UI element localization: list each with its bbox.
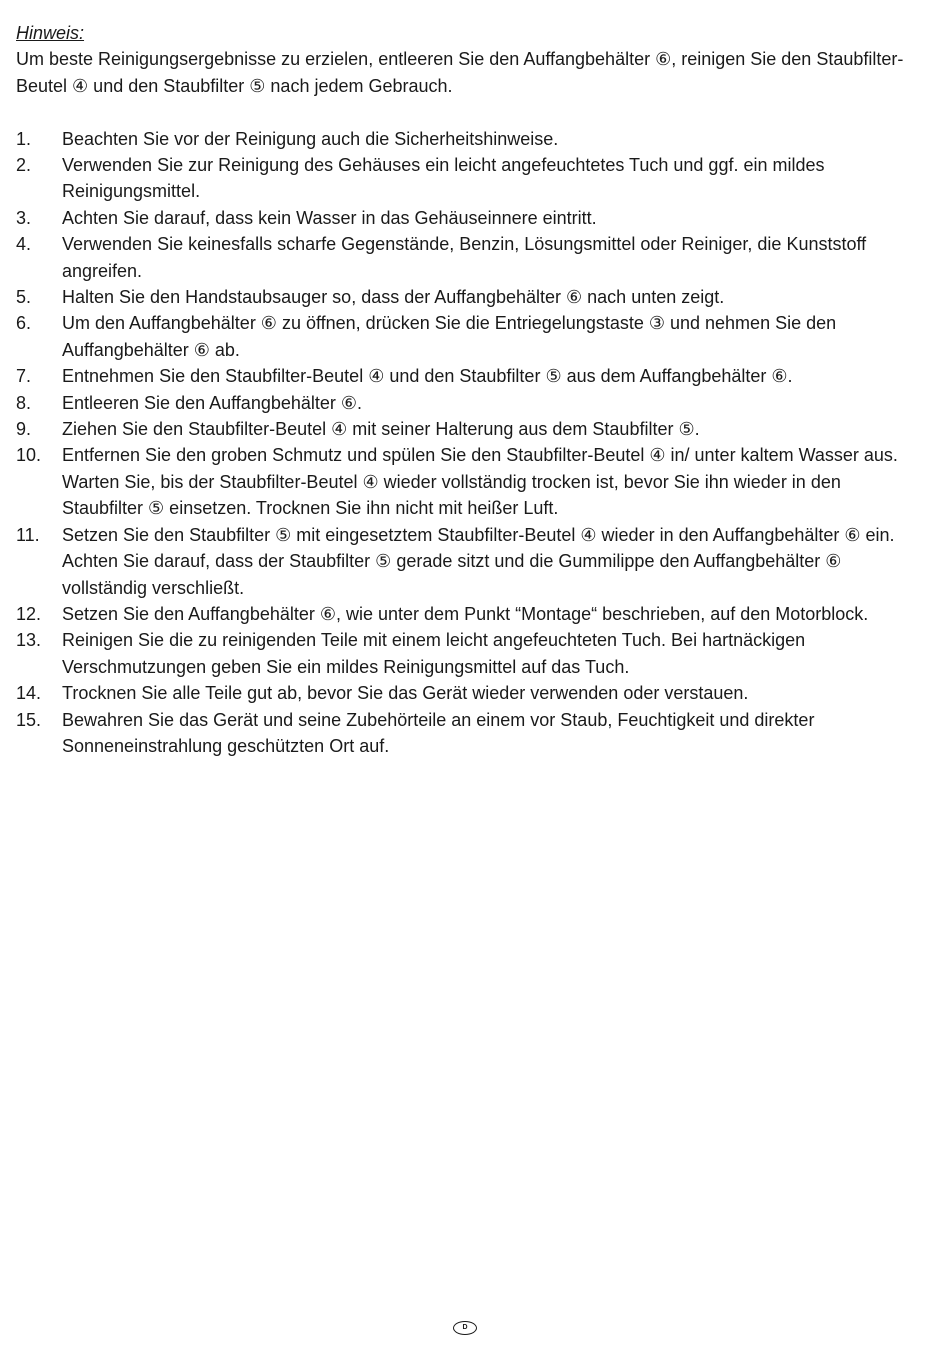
step-text: Verwenden Sie keinesfalls scharfe Gegenstände, Benzin, Lösungsmittel oder Reiniger, die Kunststoff angreifen. [62,234,867,281]
list-item [16,310,921,363]
note-text: Um beste Reinigungsergebnisse zu erzielen, entleeren Sie den Auffangbehälter ⑥, reinigen Sie den Staubfilter-Beutel ④ und den Staubfilter ⑤ nach jedem Gebrauch. [16,49,904,96]
note-heading: Hinweis: [16,23,85,43]
step-number: 11. [16,524,40,545]
list-item [16,601,921,627]
step-number: 15. [16,709,42,730]
step-text: Setzen Sie den Auffangbehälter ⑥, wie unter dem Punkt “Montage“ beschrieben, auf den Motorblock. [62,603,869,624]
step-text: Halten Sie den Handstaubsauger so, dass der Auffangbehälter ⑥ nach unten zeigt. [62,287,725,308]
step-text: Setzen Sie den Staubfilter ⑤ mit eingesetztem Staubfilter-Beutel ④ wieder in den Auffangbehälter ⑥ ein. Achten Sie darauf, dass der Staubfilter ⑤ gerade sitzt und die Gummilippe den Auffangbehälter ⑥ vollständig verschließt. [62,524,895,598]
list-item [16,363,921,389]
step-text: Entleeren Sie den Auffangbehälter ⑥. [62,392,363,413]
step-number: 2. [16,155,32,176]
step-number: 6. [16,313,32,334]
step-number: 4. [16,234,32,255]
step-text: Um den Auffangbehälter ⑥ zu öffnen, drücken Sie die Entriegelungstaste ③ und nehmen Sie den Auffangbehälter ⑥ ab. [62,313,837,360]
list-item [16,126,921,152]
list-item [16,152,921,205]
step-number: 1. [16,128,32,149]
step-text: Entfernen Sie den groben Schmutz und spülen Sie den Staubfilter-Beutel ④ in/ unter kaltem Wasser aus. Warten Sie, bis der Staubfilter-Beutel ④ wieder vollständig trocken ist, bevor Sie ihn wieder in den Staubfilter ⑤ einsetzen. Trocknen Sie ihn nicht mit heißer Luft. [62,445,898,519]
cleaning-steps-list [16,126,921,760]
list-item [16,416,921,442]
list-item [16,231,921,284]
list-item [16,627,921,680]
list-item [16,442,921,521]
step-number: 13. [16,630,42,651]
step-number: 5. [16,287,32,308]
list-item [16,522,921,601]
step-text: Achten Sie darauf, dass kein Wasser in das Gehäuseinnere eintritt. [62,207,597,228]
step-number: 3. [16,207,32,228]
step-number: 10. [16,445,42,466]
step-number: 8. [16,392,32,413]
step-number: 14. [16,683,42,704]
list-item [16,205,921,231]
step-text: Verwenden Sie zur Reinigung des Gehäuses ein leicht angefeuchtetes Tuch und ggf. ein mildes Reinigungsmittel. [62,155,825,202]
step-text: Bewahren Sie das Gerät und seine Zubehörteile an einem vor Staub, Feuchtigkeit und direkter Sonneneinstrahlung geschützten Ort auf. [62,709,815,756]
list-item [16,390,921,416]
step-text: Ziehen Sie den Staubfilter-Beutel ④ mit seiner Halterung aus dem Staubfilter ⑤. [62,419,700,440]
step-text: Beachten Sie vor der Reinigung auch die Sicherheitshinweise. [62,128,559,149]
list-item [16,680,921,706]
step-number: 9. [16,419,32,440]
document-page [16,20,921,759]
country-code-badge: D [453,1321,477,1335]
list-item [16,707,921,760]
step-text: Entnehmen Sie den Staubfilter-Beutel ④ und den Staubfilter ⑤ aus dem Auffangbehälter ⑥. [62,366,793,387]
step-number: 12. [16,603,42,624]
step-text: Reinigen Sie die zu reinigenden Teile mit einem leicht angefeuchteten Tuch. Bei hartnäckigen Verschmutzungen geben Sie ein mildes Reinigungsmittel auf das Tuch. [62,630,806,677]
step-text: Trocknen Sie alle Teile gut ab, bevor Sie das Gerät wieder verwenden oder verstauen. [62,683,749,704]
step-number: 7. [16,366,32,387]
list-item [16,284,921,310]
